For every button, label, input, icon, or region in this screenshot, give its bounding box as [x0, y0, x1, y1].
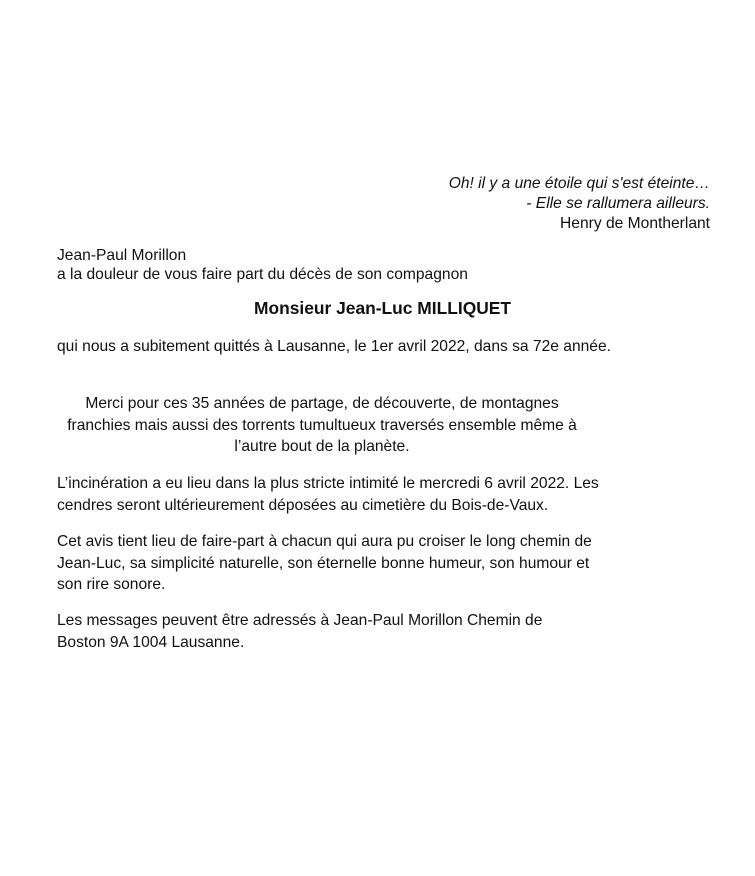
- paragraph-tribute: Merci pour ces 35 années de partage, de découverte, de montagnes franchies mais aussi des torrents tumultueux traversés ensemble même à l’autre bout de la planète.: [67, 395, 577, 455]
- epigraph-attribution: Henry de Montherlant: [560, 215, 710, 232]
- paragraph-cremation: L’incinération a eu lieu dans la plus stricte intimité le mercredi 6 avril 2022. Les cendres seront ultérieurement déposées au cimetière du Bois-de-Vaux.: [57, 475, 599, 514]
- deceased-name: Monsieur Jean-Luc MILLIQUET: [253, 298, 511, 318]
- paragraph-notice: Cet avis tient lieu de faire-part à chacun qui aura pu croiser le long chemin de Jean-Luc, sa simplicité naturelle, son éternelle bonne humeur, son humour et son rire sonore.: [57, 533, 592, 593]
- announcement-block: [57, 246, 468, 284]
- epigraph-line-1: Oh! il y a une étoile qui s'est éteinte…: [448, 175, 710, 192]
- author-name: Jean-Paul Morillon: [57, 247, 187, 264]
- epigraph: [449, 174, 710, 234]
- epigraph-line-2: - Elle se rallumera ailleurs.: [526, 195, 710, 212]
- paragraph-messages: Les messages peuvent être adressés à Jean-Paul Morillon Chemin de Boston 9A 1004 Lausanne.: [57, 612, 543, 651]
- author-line: a la douleur de vous faire part du décès de son compagnon: [57, 266, 468, 283]
- paragraph-death: qui nous a subitement quittés à Lausanne, le 1er avril 2022, dans sa 72e année.: [57, 338, 611, 355]
